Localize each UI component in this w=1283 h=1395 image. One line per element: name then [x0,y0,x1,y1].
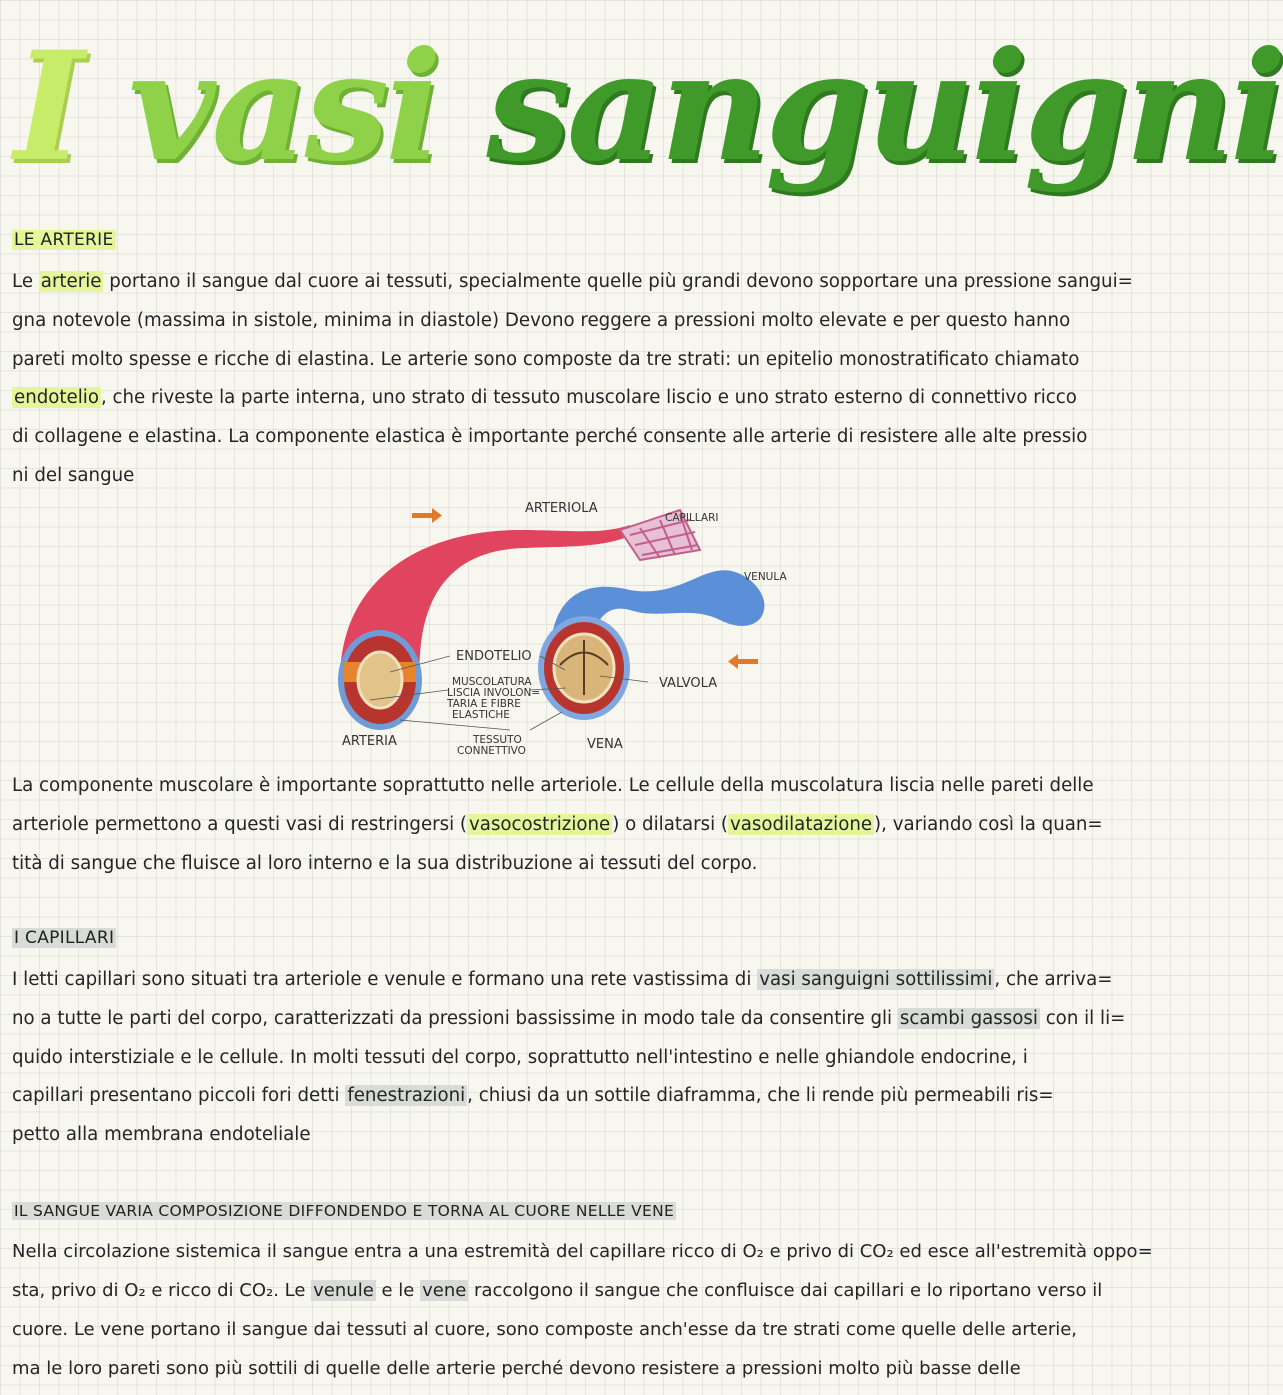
label-tessuto-1: TESSUTO [473,734,522,746]
text-run: di collagene e elastina. La componente elastica è importante perché consente alle arterie di resistere alle alte pressio [12,426,1088,448]
page-title [14,12,1283,212]
highlighted-term: vasodilatazione [730,813,873,835]
text-line [12,341,1080,380]
text-run: capillari presentano piccoli fori detti [12,1085,346,1107]
text-line [12,1077,1072,1116]
label-arteria: ARTERIA [342,734,397,749]
text-run: con il li= [1039,1007,1126,1029]
text-run: ma le loro pareti sono più sottili di quelle delle arterie perché devono resistere a pressioni molto più basse delle [12,1358,1021,1379]
text-run: arteriole permettono a questi vasi di restringersi ( [12,813,468,835]
text-line [12,1310,1078,1349]
text-line [12,302,1072,341]
heading-sangue: IL SANGUE VARIA COMPOSIZIONE DIFFONDENDO E TORNA AL CUORE NELLE VENE [14,1202,675,1220]
label-muscolatura-3: TARIA E FIBRE [447,698,521,710]
label-muscolatura-4: ELASTICHE [452,709,510,721]
text-line [12,767,1094,806]
text-run: La componente muscolare è importante soprattutto nelle arteriole. Le cellule della muscolatura liscia nelle pareti delle [12,775,1094,796]
label-vena: VENA [587,737,623,752]
title-word-3: sanguigni [486,19,1283,195]
label-capillari: CAPILLARI [665,512,719,524]
highlighted-term: vene [422,1280,467,1301]
text-run: Nella circolazione sistemica il sangue entra a una estremità del capillare ricco di O₂ e privo di CO₂ ed esce all'estremità oppo= [12,1241,1153,1262]
text-run: raccolgono il sangue che confluisce dai capillari e lo riportano verso il [468,1280,1103,1301]
text-line [12,1349,1072,1388]
text-run: , che riveste la parte interna, uno strato di tessuto muscolare liscio e uno strato esterno di connettivo ricco [100,387,1077,409]
text-run: ni del sangue [12,464,135,486]
highlighted-term: arterie [40,271,102,292]
artery-section-lumen [358,652,402,708]
text-line [12,1000,1126,1039]
label-arteriola: ARTERIOLA [525,501,598,516]
text-run: no a tutte le parti del corpo, caratterizzati da pressioni bassissime in modo tale da consentire gli [12,1007,898,1029]
text-line [12,961,1113,1000]
text-line [12,379,1077,418]
paragraph-capillari [12,961,1126,1155]
paragraph-arterie [12,263,1133,496]
text-run: cuore. Le vene portano il sangue dai tessuti al cuore, sono composte anch'esse da tre strati come quelle delle arterie, [12,1319,1078,1340]
text-run: ), variando così la quan= [874,813,1103,835]
text-run: sta, privo di O₂ e ricco di CO₂. Le [12,1280,312,1301]
label-valvola: VALVOLA [659,676,718,691]
heading-capillari: I CAPILLARI [14,928,115,948]
highlighted-term: vasi sanguigni sottilissimi [759,969,993,990]
text-run: tità di sangue che fluisce al loro interno e la sua distribuzione ai tessuti del corpo. [12,852,758,874]
text-line [12,263,1133,302]
label-venula: VENULA [744,571,787,583]
text-run: I letti capillari sono situati tra arteriole e venule e formano una rete vastissima di [12,969,758,990]
text-line [12,1039,1072,1078]
text-run: petto alla membrana endoteliale [12,1124,311,1146]
label-muscolatura-1: MUSCOLATURA [452,676,532,688]
highlighted-term: vasocostrizione [469,813,611,835]
text-line [12,1271,1103,1310]
highlighted-term: fenestrazioni [347,1085,466,1107]
text-run: pareti molto spesse e ricche di elastina. Le arterie sono composte da tre strati: un epitelio monostratificato chiamato [12,348,1080,370]
arrow-left-icon [728,654,758,669]
text-run: e le [375,1280,421,1301]
text-line [12,1116,1072,1155]
text-run: ) o dilatarsi ( [612,813,729,835]
highlighted-term: endotelio [14,387,99,409]
vessels-illustration [330,490,800,760]
label-muscolatura-2: LISCIA INVOLON= [447,687,541,699]
text-run: quido interstiziale e le cellule. In molti tessuti del corpo, soprattutto nell'intestino e nelle ghiandole endocrine, i [12,1046,1028,1068]
text-line [12,806,1103,845]
text-line [12,1232,1153,1271]
heading-arterie: LE ARTERIE [14,230,114,250]
text-run: , che arriva= [994,969,1113,990]
title-word-1: I [14,19,81,195]
text-line [12,845,1072,884]
highlighted-term: venule [313,1280,374,1301]
text-run: gna notevole (massima in sistole, minima in diastole) Devono reggere a pressioni molto elevate e per questo hanno [12,309,1071,331]
text-run: Le [12,271,39,292]
text-line [12,418,1088,457]
highlighted-term: scambi gassosi [899,1007,1038,1029]
text-run: , chiusi da un sottile diaframma, che li rende più permeabili ris= [467,1085,1054,1107]
label-tessuto-2: CONNETTIVO [457,745,526,757]
paragraph-muscolare [12,767,1103,883]
blood-vessels-diagram [330,490,800,760]
arrow-right-icon [412,508,442,523]
title-word-2: vasi [128,19,439,195]
text-run: portano il sangue dal cuore ai tessuti, specialmente quelle più grandi devono sopportare una pressione sangui= [103,271,1133,292]
label-endotelio: ENDOTELIO [456,649,532,664]
paragraph-sangue [12,1232,1153,1388]
